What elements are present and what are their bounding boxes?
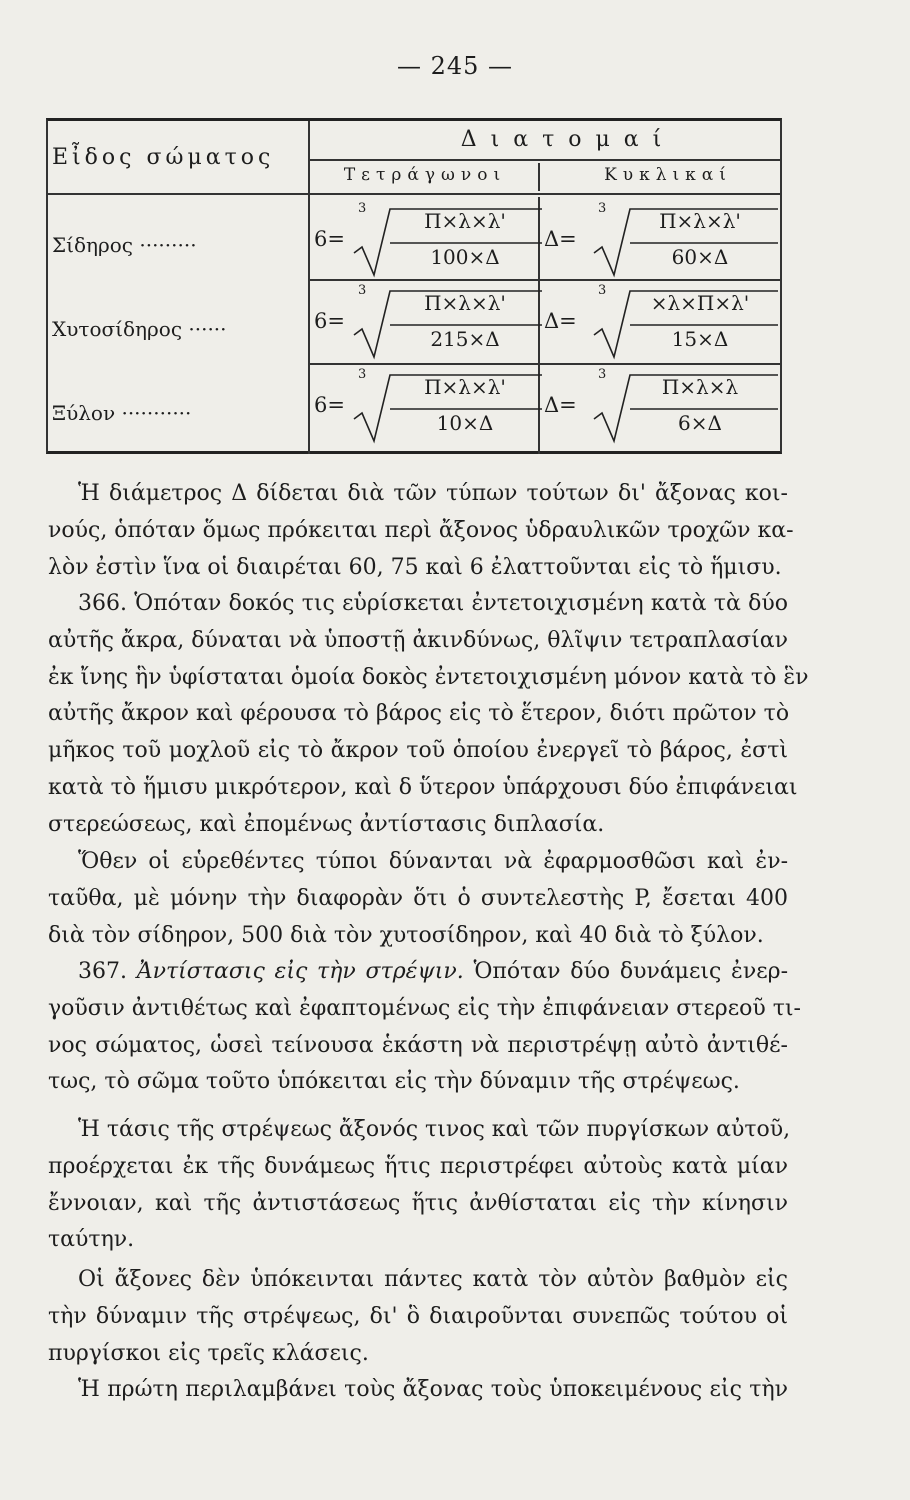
cross-section-table	[46, 118, 782, 454]
header-circular: Κυκλικαί	[604, 165, 732, 185]
paragraph-first-class: Ἡ πρώτη περιλαμβάνει τοὺς ἄξονας τοὺς ὑποκειμένους εἰς τὴν	[78, 1377, 788, 1402]
paragraph-diameter-note: Ἡ διάμετρος Δ δίδεται διὰ τῶν τύπων τούτων δι' ἄξονας κοι- νούς, ὁπόταν ὅμως πρόκειται περὶ ἄξονος ὑδραυλικῶν τροχῶν κα- λὸν ἐστὶν ἵνα οἱ διαιρέται 60, 75 καὶ 6 ἐλαττοῦνται εἰς τὸ ἥμισυ.	[48, 481, 794, 580]
formula-iron-square: 6= 3 Π×λ×λ' 100×Δ	[314, 205, 544, 283]
header-bottom-rule	[48, 193, 780, 195]
paragraph-axes-classes: Οἱ ἄξονες δὲν ὑπόκεινται πάντες κατὰ τὸν αὐτὸν βαθμὸν εἰς τὴν δύναμιν τῆς στρέψεως, δι' ὃ διαιροῦνται συνεπῶς τούτου οἱ πυργίσκοι εἰς τρεῖς κλάσεις.	[48, 1267, 788, 1366]
formula-wood-square: 6= 3 Π×λ×λ' 10×Δ	[314, 371, 544, 449]
header-sub-divider	[538, 163, 540, 191]
section-title: Ἀντίστασις εἰς τὴν στρέψιν.	[136, 959, 464, 984]
header-rule	[308, 159, 780, 161]
formula-iron-circular: Δ= 3 Π×λ×λ' 60×Δ	[544, 205, 774, 283]
paragraph-366: 366. Ὁπόταν δοκός τις εὑρίσκεται ἐντετοιχισμένη κατὰ τὰ δύο αὐτῆς ἄκρα, δύναται νὰ ὑποστῇ ἀκινδύνως, θλῖψιν τετραπλασίαν ἐκ ἴνης ἣν ὑφίσταται ὁμοία δοκὸς ἐντετοιχισμένη μόνον κατὰ τὸ ἓν αὐτῆς ἄκρον καὶ φέρουσα τὸ βάρος εἰς τὸ ἕτερον, διότι πρῶτον τὸ μῆκος τοῦ μοχλοῦ εἰς τὸ ἄκρον τοῦ ὁποίου ἐνεργεῖ τὸ βάρος, ἐστὶ κατὰ τὸ ἥμισυ μικρότερον, καὶ δ ὕτερον ὑπάρχουσι δύο ἐπιφάνειαι στερεώσεως, καὶ ἐπομένως ἀντίστασις διπλασία.	[48, 591, 809, 837]
row-label-iron: Σίδηρος ·········	[52, 233, 197, 257]
header-sections: Διατομαί	[460, 127, 676, 152]
row-label-cast-iron: Χυτοσίδηρος ······	[52, 317, 227, 341]
header-square: Τετράγωνοι	[343, 165, 507, 185]
paragraph-torsion-tension: Ἡ τάσις τῆς στρέψεως ἄξονός τινος καὶ τῶν πυργίσκων αὐτοῦ, προέρχεται ἐκ τῆς δυνάμεως ἥτις περιστρέφει αὐτοὺς κατὰ μίαν ἔννοιαν, καὶ τῆς ἀντιστάσεως ἥτις ἀνθίσταται εἰς τὴν κίνησιν ταύτην.	[48, 1117, 791, 1253]
formula-cast-iron-square: 6= 3 Π×λ×λ' 215×Δ	[314, 287, 544, 365]
header-kind-of-body: Εἶδος σώματος	[52, 145, 275, 170]
section-number: 367.	[78, 959, 127, 984]
paragraph-coefficients: Ὅθεν οἱ εὑρεθέντες τύποι δύνανται νὰ ἐφαρμοσθῶσι καὶ ἐν- ταῦθα, μὲ μόνην τὴν διαφορὰν ὅτι ὁ συντελεστὴς P, ἔσεται 400 διὰ τὸν σίδηρον, 500 διὰ τὸν χυτοσίδηρον, καὶ 40 διὰ τὸ ξύλον.	[48, 849, 788, 948]
formula-wood-circular: Δ= 3 Π×λ×λ 6×Δ	[544, 371, 774, 449]
formula-cast-iron-circular: Δ= 3 ×λ×Π×λ' 15×Δ	[544, 287, 774, 365]
row-label-wood: Ξύλον ···········	[52, 401, 192, 425]
paragraph-367-torsion: 367. Ἀντίστασις εἰς τὴν στρέψιν. Ὁπόταν δύο δυνάμεις ἐνερ- γοῦσιν ἀντιθέτως καὶ ἐφαπτομένως εἰς τὴν ἐπιφάνειαν στερεοῦ τι- νος σώματος, ὡσεὶ τείνουσα ἑκάστη νὰ περιστρέψῃ αὐτὸ ἀντιθέ- τως, τὸ σῶμα τοῦτο ὑπόκειται εἰς τὴν δύναμιν τῆς στρέψεως.	[48, 959, 801, 1095]
column-divider	[308, 121, 310, 454]
page-number: — 245 —	[396, 52, 514, 80]
